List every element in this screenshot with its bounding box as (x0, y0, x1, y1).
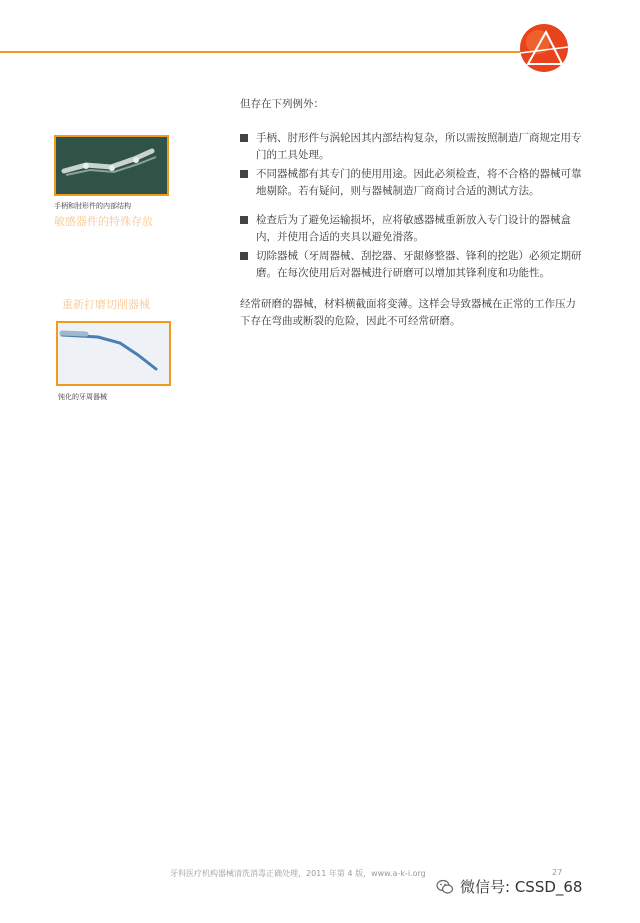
list-item: 不同器械都有其专门的使用用途。因此必须检查，将不合格的器械可靠地剔除。若有疑问，则与器械制造厂商商讨合适的测试方法。 (240, 166, 585, 200)
photo-caption: 手柄和肘形件的内部结构 (54, 202, 131, 210)
bullet-list-1 (240, 130, 585, 202)
side-heading: 敏感器件的特殊存放 (54, 215, 153, 228)
list-item: 切除器械（牙周器械、刮挖器、牙龈修整器、锋利的挖匙）必须定期研磨。在每次使用后对器械进行研磨可以增加其锋利度和功能性。 (240, 248, 585, 282)
square-bullet-icon (240, 170, 248, 178)
square-bullet-icon (240, 134, 248, 142)
side-heading: 重新打磨切削器械 (62, 298, 150, 311)
footer-text: 牙科医疗机构器械清洗消毒正确处理，2011 年第 4 版，www.a-k-i.org (170, 869, 426, 878)
aki-logo-icon (518, 22, 570, 74)
bullet-list-2 (240, 212, 585, 284)
page-number: 27 (552, 868, 563, 877)
header-rule (0, 51, 528, 53)
periodontal-instrument-photo (56, 321, 171, 386)
wechat-icon (436, 878, 454, 896)
square-bullet-icon (240, 252, 248, 260)
wechat-id: 微信号: CSSD_68 (460, 878, 583, 896)
wechat-watermark (436, 876, 582, 897)
photo-caption: 钝化的牙周器械 (58, 393, 107, 401)
list-item: 手柄、肘形件与涡轮因其内部结构复杂，所以需按照制造厂商规定用专门的工具处理。 (240, 130, 585, 164)
body-paragraph: 经常研磨的器械，材料横截面将变薄。这样会导致器械在正常的工作压力下存在弯曲或断裂的危险，因此不可经常研磨。 (240, 298, 576, 327)
list-item: 检查后为了避免运输损坏，应将敏感器械重新放入专门设计的器械盒内，并使用合适的夹具以避免滑落。 (240, 212, 585, 246)
square-bullet-icon (240, 216, 248, 224)
handpiece-photo (54, 135, 169, 196)
intro-text: 但存在下列例外： (240, 98, 324, 110)
